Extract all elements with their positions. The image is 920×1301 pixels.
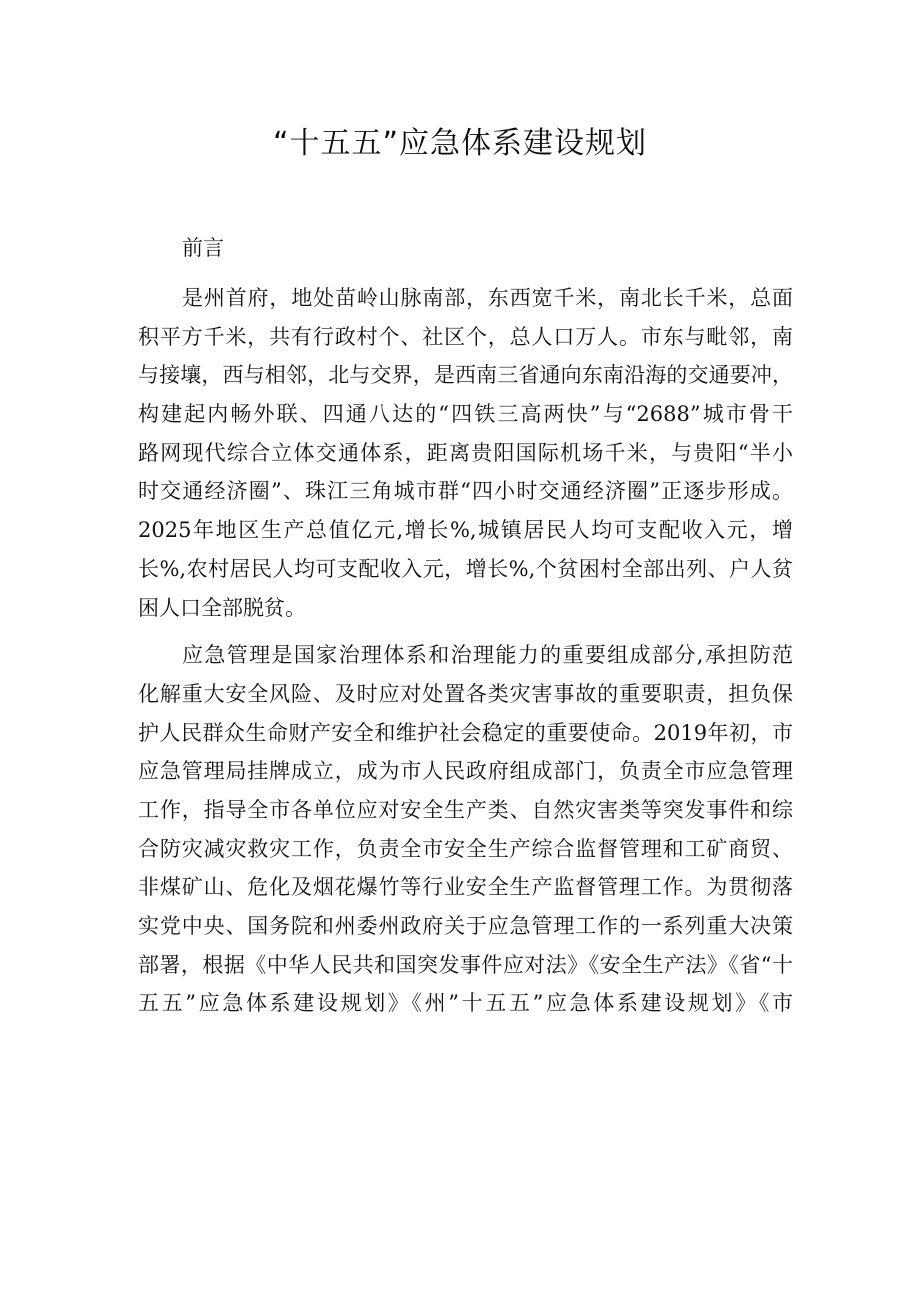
paragraph-line: 应急管理局挂牌成立，成为市人民政府组成部门，负责全市应急管理 [138,759,793,784]
paragraph-line: 非煤矿山、危化及烟花爆竹等行业安全生产监督管理工作。为贯彻落 [138,875,793,900]
paragraph-2 [138,636,793,1023]
paragraph-line: 困人口全部脱贫。 [138,595,306,620]
paragraph-line: 应急管理是国家治理体系和治理能力的重要组成部分,承担防范 [182,643,793,668]
paragraph-1 [138,279,793,627]
paragraph-line: 工作，指导全市各单位应对安全生产类、自然灾害类等突发事件和综 [138,797,793,822]
paragraph-line: 是州首府，地处苗岭山脉南部，东西宽千米，南北长千米，总面 [182,286,793,310]
paragraph-line: 部署，根据《中华人民共和国突发事件应对法》《安全生产法》《省“十 [138,952,793,977]
paragraph-line: 积平方千米，共有行政村个、社区个，总人口万人。市东与毗邻，南 [138,324,793,349]
paragraph-line: 时交通经济圈”、珠江三角城市群“四小时交通经济圈”正逐步形成。 [138,479,793,504]
paragraph-line: 长%,农村居民人均可支配收入元，增长%,个贫困村全部出列、户人贫 [138,556,793,581]
paragraph-line: 合防灾减灾救灾工作，负责全市安全生产综合监督管理和工矿商贸、 [138,836,793,861]
document-body [138,229,793,1023]
section-heading: 前言 [182,236,224,260]
paragraph-line: 构建起内畅外联、四通八达的“四铁三高两快”与“2688”城市骨干 [138,402,793,427]
document-title: “十五五”应急体系建设规划 [272,126,648,161]
paragraph-line: 实党中央、国务院和州委州政府关于应急管理工作的一系列重大决策 [138,914,793,938]
paragraph-line: 护人民群众生命财产安全和维护社会稳定的重要使命。2019年初，市 [138,720,793,745]
paragraph-line: 与接壤，西与相邻，北与交界，是西南三省通向东南沿海的交通要冲， [138,363,793,388]
paragraph-line: 2025年地区生产总值亿元,增长%,城镇居民人均可支配收入元，增 [138,518,793,543]
paragraph-line: 五五”应急体系建设规划》《州”十五五”应急体系建设规划》《市 [138,991,793,1016]
paragraph-line: 化解重大安全风险、及时应对处置各类灾害事故的重要职责，担负保 [138,681,793,706]
paragraph-line: 路网现代综合立体交通体系，距离贵阳国际机场千米，与贵阳“半小 [138,440,793,465]
